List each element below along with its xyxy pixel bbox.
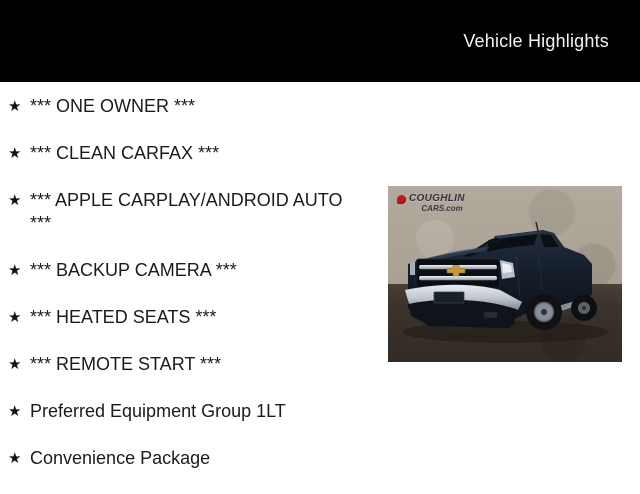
dealer-site: CARS.com — [421, 204, 463, 213]
highlight-text: *** ONE OWNER *** — [30, 96, 196, 116]
highlights-list — [0, 82, 380, 494]
list-item — [8, 259, 380, 282]
truck-rear-wheel — [571, 295, 597, 321]
highlight-text: *** CLEAN CARFAX *** — [30, 143, 220, 163]
highlight-text: *** REMOTE START *** — [30, 354, 222, 374]
list-item — [8, 353, 380, 376]
coughlin-logo-icon — [397, 195, 406, 204]
dealer-name: COUGHLIN — [409, 193, 465, 204]
page-title: Vehicle Highlights — [463, 30, 609, 51]
star-bullet-icon: ★ — [8, 309, 22, 326]
highlight-text: *** APPLE CARPLAY/ANDROID AUTO *** — [30, 190, 343, 233]
star-bullet-icon: ★ — [8, 403, 22, 420]
highlight-text: Convenience Package — [30, 448, 211, 468]
truck-grille — [416, 259, 500, 288]
star-bullet-icon: ★ — [8, 98, 22, 115]
vehicle-photo — [388, 186, 622, 362]
list-item — [8, 189, 380, 235]
star-bullet-icon: ★ — [8, 356, 22, 373]
highlight-text: *** HEATED SEATS *** — [30, 307, 217, 327]
star-bullet-icon: ★ — [8, 262, 22, 279]
star-bullet-icon: ★ — [8, 145, 22, 162]
list-item — [8, 142, 380, 165]
list-item — [8, 447, 380, 470]
highlight-text: Preferred Equipment Group 1LT — [30, 401, 286, 421]
star-bullet-icon: ★ — [8, 450, 22, 467]
truck-front-wheel — [526, 294, 562, 330]
star-bullet-icon: ★ — [8, 192, 22, 209]
list-item — [8, 400, 380, 423]
truck-mirror — [488, 240, 497, 247]
list-item — [8, 95, 380, 118]
dealer-watermark — [397, 194, 465, 213]
vehicle-highlights-header — [0, 0, 640, 82]
highlight-text: *** BACKUP CAMERA *** — [30, 260, 237, 280]
list-item — [8, 306, 380, 329]
